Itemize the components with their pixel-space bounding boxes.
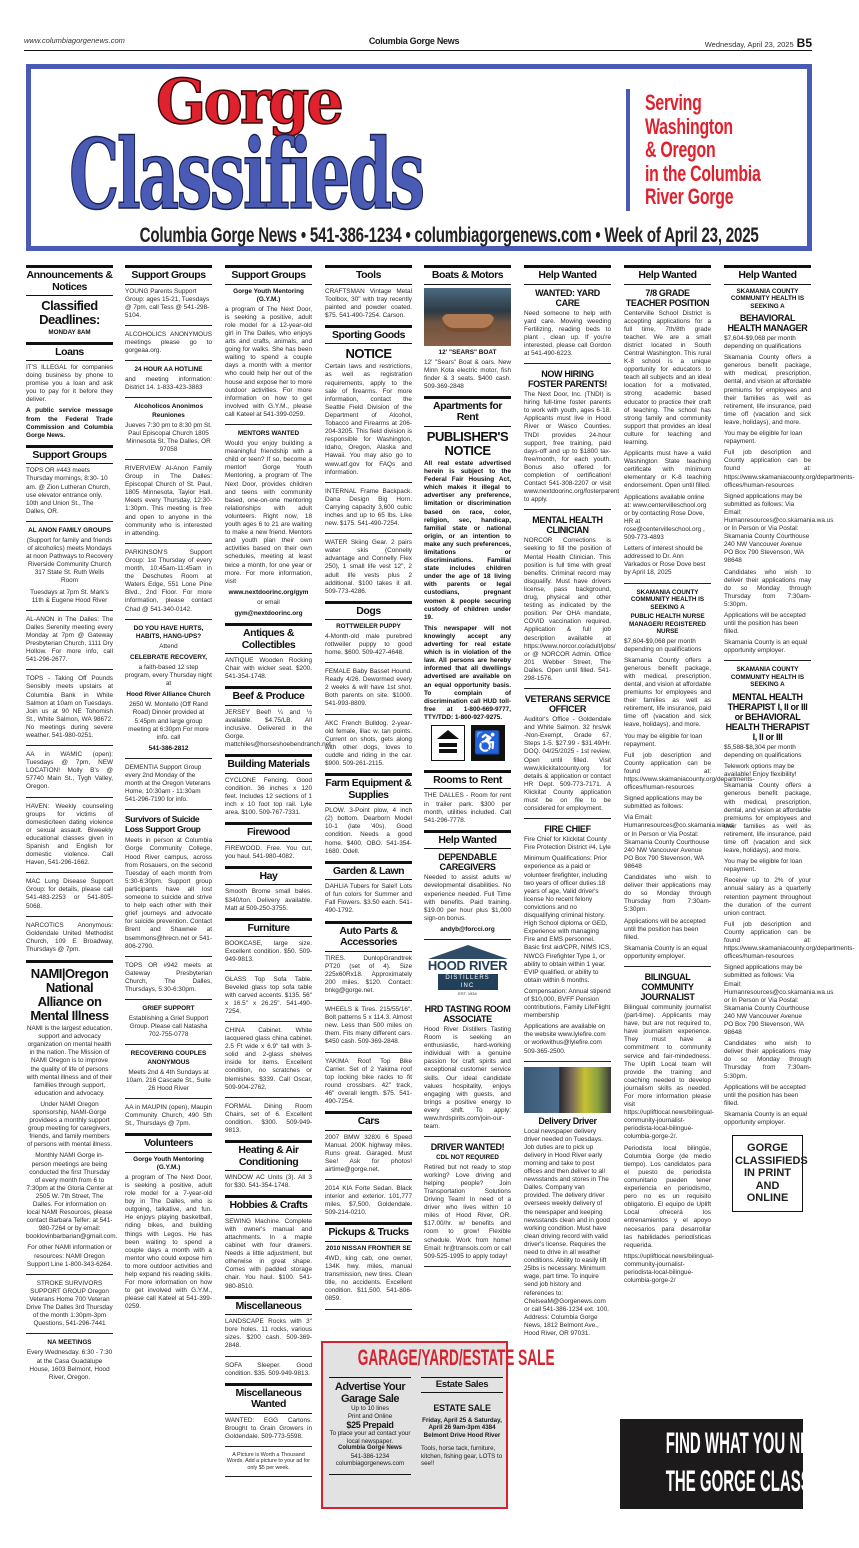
ad-text: Tuesdays at 7pm St. Mark's 11th & Eugene Hood River: [30, 588, 109, 604]
ad-text: You may be eligible for loan repayment.: [724, 858, 803, 874]
ad-text: STROKE SURVIVORS SUPPORT GROUP Oregon Veterans Home 700 Veteran Drive The Dalles 3rd Thursday of the month 1:30pm-3pm Questions, 541-296-7441: [26, 1279, 113, 1328]
ad-text: Applicants must have a valid Washington State teaching certificate with minimum elementary or K-8 teaching endorsement. Open until filled.: [624, 450, 711, 490]
estate-sale-title: ESTATE SALE: [433, 1403, 491, 1413]
garage-advertise-ad: [329, 1377, 411, 1475]
section-header: Pickups & Trucks: [325, 1222, 412, 1242]
issue-date: [705, 36, 812, 50]
accessibility-icon: ♿: [471, 725, 505, 761]
ad-text: Candidates who wish to deliver their applications may do so Monday through Thursday from 7:30am-5:30pm.: [624, 874, 711, 914]
ad-text: Jueves 7:30 pm to 8:30 pm St. Paul Episcopal Church 1805 Minnesota St. The Dalles, OR 97058: [125, 421, 212, 453]
ad-text: Skamania County offers a generous benefit package, with medical, prescription, dental, and vision at affordable premiums for employees and their families as well as retirement, life insurance, paid time off (vacation and sick leave, holidays), and more.: [624, 656, 711, 729]
section-header: Garden & Lawn: [325, 861, 412, 881]
boat-photo: [424, 288, 511, 346]
divider: [125, 1098, 212, 1099]
divider: [225, 1356, 312, 1357]
section-header: Support Groups: [26, 445, 113, 465]
ad-text: Applications will be accepted until the position has been filled.: [624, 917, 706, 941]
ad-text: INTERNAL Frame Backpack. Dana Design Big Horn. Carrying capacity 3,600 cubic inches and up to 65 lbs. Like new. $175. 541-490-7254.: [325, 487, 412, 528]
ad-text: Bilingual community journalist (part-time). Applicants may have, but are not required to, have journalism experience. They must have a commitment to community service and fair-mindedness. The Uplift Local team will provide the training and coaching needed to develop journalism skills as needed. For more information please visit https://upliftlocal.news/bilingual-community-journalist-periodista-local-bilingue-columbia-gorge-2/.: [624, 1003, 714, 1141]
ad-subtitle: PUBLIC HEALTH NURSE MANAGER/ REGISTERED NURSE: [629, 613, 706, 635]
ad-text: $7,604-$9,068 per month depending on qualifications: [624, 637, 702, 653]
ad-text: Fire Chief for Klickitat County Fire Protection District #4, Lyle: [524, 836, 611, 852]
divider: [624, 966, 711, 967]
masthead-divider: [626, 89, 630, 211]
divider: [424, 1266, 511, 1267]
section-header: Support Groups: [225, 265, 312, 285]
divider: [225, 1476, 312, 1477]
find-classifieds-promo: [620, 1419, 859, 1509]
ad-text: WHEELS & Tires. 215/55/16". Bolt patterns 5 x 114.3. Almost new. Less than 500 miles on them. Fits many different cars. $450 cash. 509-369-2848.: [325, 1006, 412, 1046]
divider: [325, 1000, 412, 1001]
divider: [125, 360, 212, 361]
ad-title: BEHAVIORAL HEALTH MANAGER: [727, 313, 808, 333]
estate-sale-dates: Friday, April 25 & Saturday, April 26 9am-3pm 4384 Belmont Drive Hood River: [422, 1417, 502, 1439]
ad-text: Full job description and County application can be found at: https://www.skamaniacounty.org/departments-offices/human-resources: [624, 751, 755, 792]
ad-text: WATER Skiing Gear. 2 pairs water skis (Connelly advantage and Connelly Flex 250), 1 small life vest 12", 2 adult life vests plus 2 additional. $100 takes it all. 509-773-4286.: [325, 539, 412, 595]
divider: [524, 818, 611, 819]
divider: [624, 583, 711, 584]
divider: [125, 999, 212, 1000]
ad-text: IT'S ILLEGAL for companies doing business by phone to promise you a loan and ask you to pay for it before they deliver.: [26, 364, 113, 404]
ad-text: Full job description and County application can be found at: https://www.skamaniacounty.org/departments-offices/human-resources: [724, 920, 855, 961]
ad-text: YOUNG Parents Support Group: ages 15-21, Tuesdays @ 7pm, call Tess @ 541-298-5104.: [125, 287, 210, 319]
ad-text: Signed applications may be submitted as follows:: [624, 795, 703, 811]
divider: [325, 533, 412, 534]
ad-text: Signed applications may be submitted as follows: Via Email: Humanresources@co.skamania.wa.us or In Person or Via Postal: Skamania County Courthouse 240 NW Vancouver Avenue PO Box 790 Stevenson, WA 98648: [724, 492, 834, 565]
divider: [26, 1333, 113, 1334]
divider: [26, 610, 113, 611]
ad-subtitle: MONDAY 8AM: [48, 329, 91, 336]
ad-text: Retired but not ready to stop working? Love driving and helping people? Join Transportation Solutions Driving Team! In need of a driver who lives within 10 miles of Hood River, OR. $17.00/hr. w/ benefits and room to grow! Flexible schedule. Work from home! Email: hr@transols.com or call 509-525-1995 to apply today!: [424, 1163, 511, 1260]
divider: [125, 809, 212, 810]
ad-text: ANTIQUE Wooden Rocking Chair with wicker seat. $200. 541-354-1748.: [225, 657, 312, 681]
section-header: Cars: [325, 1111, 412, 1131]
section-header: Antiques & Collectibles: [225, 623, 312, 654]
ad-highlight: GRIEF SUPPORT: [142, 1005, 195, 1013]
section-header: Apartments for Rent: [424, 396, 511, 427]
section-header: Beef & Produce: [225, 686, 312, 706]
section-header: Announcements & Notices: [26, 265, 113, 296]
ad-title: DRIVER WANTED!: [430, 1142, 505, 1153]
ad-text: Skamania County is an equal opportunity employer.: [724, 1110, 808, 1126]
ad-text: JERSEY Beef! ¼ and ½ available. $4.75/LB. All inclusive. Delivered in the Gorge. mattchiles@horseshoebendranch.net: [225, 708, 331, 749]
ad-text: Telework options may be available! Enjoy flexibility!: [724, 763, 797, 779]
divider: [524, 1061, 611, 1062]
tagline-line: River Gorge: [645, 184, 734, 209]
ad-text: FEMALE Baby Basset Hound. Ready 4/26. Dewormed every 2 weeks & will have 1st shot. Both parents on site. $1000. 541-993-8809.: [325, 668, 412, 708]
ad-title: VETERANS SERVICE OFFICER: [524, 694, 611, 715]
header-rule: [24, 50, 812, 51]
advertise-price: $25 Prepaid: [346, 1420, 394, 1431]
column-4: [325, 265, 412, 1315]
ad-text: (Support for family and friends of alcoholics) meets Mondays at noon Pathways to Recovery Riverside Community Church 317 State St. Ruth Wells Room: [26, 537, 113, 585]
divider: [26, 916, 113, 917]
garage-sale-title: GARAGE/YARD/ESTATE SALE: [357, 1345, 555, 1370]
ad-text: CHINA Cabinet. White lacquered glass china cabinet. 2.5 Ft wide x 6.9" tall with 3-solid and 2-glass shelves inside for items. Excellent condition, no scratches or blemishes. $339. Call Oscar, 509-904-2762.: [225, 1027, 312, 1091]
ad-text: GLASS Top Sofa Table. Beveled glass top sofa table with carved accents. $135. 56" x 16.5" x 26.25". 541-490-7254.: [225, 975, 312, 1015]
ad-text: TOPS OR #942 meets at Gateway Presbyterian Church, The Dalles, Thursdays, 5:30-6:30pm.: [125, 961, 212, 993]
masthead-tagline: [645, 91, 761, 209]
divider: [524, 363, 611, 364]
divider: [225, 424, 312, 425]
advertise-phone: 541-386-1234: [350, 1452, 390, 1460]
classifieds-masthead: [26, 64, 812, 251]
divider: [225, 970, 312, 971]
ad-text: Full job description and County application can be found at: https://www.skamaniacounty.org/departments-offices/human-resources: [724, 449, 855, 489]
advertise-place: To place your ad contact your local newspaper.: [329, 1430, 411, 1445]
ad-text: FORMAL Dining Room Chairs, set of 6. Excellent condition. $300. 509-949-9813.: [225, 1102, 312, 1135]
ad-title: MENTAL HEALTH THERAPIST I, II or III or BEHAVIORAL HEALTH THERAPIST I, II or III: [725, 691, 810, 742]
ad-title-large: PUBLISHER'S NOTICE: [426, 428, 509, 458]
ad-highlight: 541-386-2812: [148, 744, 189, 752]
section-header: Furniture: [225, 918, 312, 938]
tagline-line: & Oregon: [645, 137, 716, 162]
section-header: Building Materials: [225, 754, 312, 774]
divider: [26, 669, 113, 670]
divider: [225, 1097, 312, 1098]
ad-text: Periodista local bilingüe, Columbia Gorge (de medio tiempo). Los candidatos para el puesto de periodista comunitario pueden tener experiencia en periodismo, pero no es un requisito obligatorio. El equipo de Uplift Local ofrecerá los entrenamientos y el apoyo necesarios para desarrollar las habilidades periodísticas requerida.: [624, 1144, 711, 1249]
ad-text: SOFA Sleeper. Good condition. $35. 509-949-9813.: [225, 1361, 312, 1377]
ad-text: 4WD, king cab, one owner, 134K hwy. miles, manual transmission, new tires. Clean title, no accidents. Excellent condition. $11,500. 541-806-0859.: [325, 1255, 412, 1303]
divider: [125, 956, 212, 957]
ad-text: DEMENTIA Support Group every 2nd Monday of the month at the Oregon Veterans Home, 10:30am - 11:30am 541-296-7190 for info.: [125, 763, 211, 804]
ad-text: TIRES. DunlopGrandtrek PT20 (set of 4). Size 225x60Rx18. Approximately 200 miles. $120. Contact: bnkg@gorge.net.: [325, 954, 412, 994]
ad-text: ALCOHOLICS ANONYMOUS meetings please go to gorgeaa.org.: [125, 330, 212, 355]
column-6: [524, 265, 620, 1341]
equal-housing-icon: [431, 725, 465, 761]
divider: [125, 619, 212, 620]
divider: [325, 714, 412, 715]
ad-text: Skamania County is an equal opportunity employer.: [724, 639, 808, 655]
ad-text: AA in WAMIC (open): Tuesdays @ 7pm, NEW LOCATION! Molly B's @ 57740 Main St., Tygh Valley, Oregon.: [26, 751, 113, 791]
masthead-gorge: Gorge: [156, 65, 342, 138]
notice-text: A public service message from the Federal Trade Commission and Columbia Gorge News.: [26, 407, 113, 439]
notice-text: All real estate advertised herein is subject to the Federal Fair Housing Act, which makes it illegal to advertiser any preference, limitation or discrimination based on race, color, religion, sec, handicap, familial state or national origin, or an intention to make any such preferences, limitations or discriminations. Familial state includes children under the age of 18 living with parents or legal custodians, pregnant women & people securing custody of children under 19.: [424, 459, 511, 621]
masthead-classifieds: Classifieds: [69, 118, 423, 231]
column-2: [125, 265, 212, 1314]
ad-title: BILINGUAL COMMUNITY JOURNALIST: [640, 971, 695, 1002]
column-8: [724, 265, 855, 1212]
divider: [424, 939, 511, 940]
mountain-icon: [428, 945, 508, 959]
ad-highlight: Gorge Youth Mentoring (G.Y.M.): [233, 287, 304, 303]
divider: [125, 1044, 212, 1045]
ad-text: Smooth Brome small bales. $340/ton. Delivery available. Matt at 509-250-3755.: [225, 888, 312, 912]
ad-text: Under NAMI Oregon sponsorship, NAMI-Gorge providees a monthly support group meeting for caregivers, friends, and family members of persons with mental illness.: [26, 1100, 113, 1149]
ad-text: WANTED: EGG Cartons. Brought to Grain Growers in Goldendale. 509-773-5598.: [225, 1416, 312, 1440]
ad-text: YAKIMA Roof Top Bike Carrier. Set of 2 Yakima roof top locking bike racks to fit round crossbars. 42" track, 46" overall length. $75. 541-490-7254.: [325, 1057, 412, 1105]
logo-est: EST. 1934: [458, 991, 477, 996]
divider: [125, 543, 212, 544]
ad-title: 7/8 GRADE TEACHER POSITION: [625, 287, 710, 308]
picture-note: A Picture is Worth a Thousand Words. Add a picture to your ad for only $5 per week.: [226, 1452, 311, 1471]
divider: [26, 745, 113, 746]
ad-text: You may be eligible for loan repayment.: [724, 430, 803, 446]
ad-highlight: gym@nextdoorinc.org: [234, 609, 303, 617]
garage-sale-box: [321, 1341, 555, 1509]
ad-text: Applications are available on the website www.lylefire.com or workwithus@lylefire.com 509-365-2500.: [524, 1023, 606, 1055]
section-header: Rooms to Rent: [424, 770, 511, 790]
ad-title-large: NAMI|Oregon National Alliance on Mental Illness: [30, 966, 109, 1024]
paper-name: Columbia Gorge News: [368, 36, 460, 46]
ad-highlight: www.nextdoorinc.org/gym: [228, 588, 309, 596]
ad-text: Via Email: Humanresources@co.skamania.wa.us or In Person or Via Postal: Skamania County Courthouse 240 NW Vancouver Avenue PO Box 790 Stevenson, WA 98648: [624, 814, 734, 870]
divider: [26, 960, 113, 963]
tagline-line: Serving: [645, 90, 702, 115]
section-header: Loans: [26, 342, 113, 362]
ad-text: CRAFTSMAN Vintage Metal Toolbox, 30" with tray recently painted and powder coated. $75. 541-490-7254. Carson.: [325, 287, 412, 319]
divider: [26, 1274, 113, 1275]
section-header: Auto Parts & Accessories: [325, 921, 412, 952]
advertise-print: Print and Online: [347, 1412, 393, 1420]
advertise-lines: Up to 10 lines: [351, 1405, 389, 1412]
ad-text: a program of The Next Door, is seeking a positive, adult role model for a 7-year-old boy in The Dalles, who is outgoing, talkative, and fun. He enjoys playing basketball, riding bikes, and building things with Legos. He has been waiting to spend a couple days a month with a mentor who could expose him to more outdoor activities and help expand his reading skills. For more information on how to get involved with G.Y.M., please call Kateel at 541-399-0259.: [125, 1173, 212, 1311]
ad-text: BOOKCASE, large size. Excellent condition. $50. 509-949-9813.: [225, 940, 312, 964]
section-header: Support Groups: [125, 265, 212, 285]
section-header: Hobbies & Crafts: [225, 1195, 312, 1215]
estate-sales: [421, 1377, 503, 1468]
ad-text: AL-ANON in The Dalles: The Dalles Serenity meeting every Monday at 7pm @ Gateway Presbyterian Church, 1111 Dry Hollow. For more info, call 541-296-2677.: [26, 615, 113, 664]
ad-title-large: Classified Deadlines:: [39, 298, 100, 327]
date-text: Wednesday, April 23, 2025: [704, 40, 794, 49]
print-online-box: GORGE CLASSIFIEDS IN PRINT AND ONLINE: [732, 1135, 803, 1212]
ad-highlight: Gorge Youth Mentoring (G.Y.M.): [133, 1155, 204, 1171]
ad-text: 2014 KIA Forte Sedan. Black interior and exterior. 101,777 miles. $7,500. Goldendale. 509-214-0210.: [325, 1185, 412, 1217]
ad-text: CYCLONE Fencing. Good condition. 36 inches x 120 feet. Includes 12 sections of 1 inch x 10 foot top rail. Lyle area. $100. 509-767-7331.: [225, 776, 312, 817]
divider: [225, 1446, 312, 1447]
ad-text: TOPS OR #443 meets Thursday mornings, 8:30- 10 am. @ Zion Lutheran Church, use elevator entrance only. 10th and Union St., The Dalles, OR.: [26, 467, 111, 515]
website-url: www.columbiagorgenews.com: [24, 36, 125, 45]
ad-highlight: 2010 NISSAN FRONTIER SE: [326, 1244, 411, 1252]
ad-text: WINDOW AC Units (3). All 3 for $30. 541-354-1748.: [225, 1174, 312, 1190]
ad-text: $5,588-$8,304 per month depending on qualifications: [724, 743, 802, 760]
logo-sub: DISTILLERS INC: [438, 974, 498, 990]
section-header: Tools: [325, 265, 412, 285]
equal-housing-logos: [424, 725, 511, 765]
ad-highlight: 12' "SEARS" BOAT: [438, 348, 497, 356]
ad-text: a program of The Next Door, is seeking a positive, adult role model for a 12-year-old girl in The Dalles, who enjoys arts and crafts, animals, and going for walks. She has been waiting to spend a couple days a month with a mentor who could help her out of the house and expose her to more outdoor activities. For more information on how to get involved with G.Y.M., please call Kateel at 541-399-0259.: [225, 305, 312, 418]
ad-text: Applications will be accepted until the position has been filled.: [724, 612, 806, 636]
ad-text: a faith-based 12 step program, every Thursday night at: [125, 663, 212, 688]
ad-text: The Next Door, Inc. (TNDI) is hiring full-time foster parents to work with youth, ages 6-18. Applicants must live in Hood River or Wasco Counties. TNDI provides 24-hour support, free training, paid days-off and up to $1800 tax-free/month, for each youth. Bonus also offered for completion of certification! Contact 541-308-2207 or visit www.nextdoorinc.org/fosterparent to apply.: [524, 391, 620, 504]
ad-text: Candidates who wish to deliver their applications may do so Monday through Thursday from 7:30am-5:30pm.: [724, 568, 811, 608]
ad-highlight: MENTORS WANTED: [237, 430, 300, 437]
ad-title-large: NOTICE: [345, 346, 392, 362]
notice-text: This newspaper will not knowingly accept any adverting for real estate which is in violation of the law. All persons are hereby informed that all dwellings advertised are available on an equal opportunity basis. To complain of discrimination call HUD toll-free at 1-800-669-9777, TTY/TDD: 1-800-927-9275.: [424, 624, 511, 721]
ad-text: Signed applications may be submitted as follows: Via Email: Humanresources@co.skamania.wa.us or In Person or Via Postal: Skamania County Courthouse 240 NW Vancouver Avenue PO Box 790 Stevenson, WA 98648: [724, 964, 834, 1037]
advertise-heading: Advertise Your Garage Sale: [334, 1381, 406, 1405]
logo-name: HOOD RIVER: [427, 958, 508, 973]
promo-line: THE GORGE CLASSIFIEDS: [665, 1465, 859, 1498]
ad-text: Meets 2nd & 4th Sundays at 10am. 216 Cascade St., Suite 26 Hood River: [126, 1068, 211, 1092]
ad-text: Needed to assist adults w/ developmental disabilities. No experience needed. Full Time with benefits. Paid training. $19.00 per hour plus $1,000 sign-on bonus.: [424, 874, 511, 922]
delivery-driver-photo: [524, 1067, 611, 1113]
advertise-paper: Columbia Gorge News: [337, 1445, 402, 1452]
ad-text: Local newspaper delivery driver needed on Tuesdays. Job duties are to pick up delivery in Hood River early morning and take to post offices and then deliver to all newsstands and stores in The Dalles. Company van provided. The delivery driver oversees weekly delivery of the newspaper and keeping newsstands clean and in good working condition. Must have clean driving record with valid driver's license. Requires the need to drive in all weather conditions. Ability to easily lift 25lbs is necessary. Minimum wage, part time. To inquire send job history and references to: ChelseaM@Gorgenews.com or call 541-386-1234 ext. 100. Address: Columbia Gorge News, 1812 Belmont Ave., Hood River, OR 97031.: [524, 1127, 610, 1337]
ad-subtitle: CDL NOT REQUIRED: [436, 1154, 499, 1162]
ad-text: Skamania County offers a generous benefit package, with medical, prescription, dental, and vision at affordable premiums for employees and their families as well as retirement, life insurance, paid time off (vacation and sick leave, holidays), and more.: [724, 354, 811, 426]
divider: [325, 482, 412, 483]
ad-text: AKC French Bulldog. 2-year-old female, lilac w. tan points. Current on shots, gets along with other dogs, loves to cuddle and riding in the car. $900. 509-261-2115.: [325, 719, 412, 768]
divider: [125, 758, 212, 759]
ad-title: NOW HIRING FOSTER PARENTS!: [527, 369, 608, 390]
column-5: [424, 265, 511, 1272]
divider: [325, 1309, 412, 1310]
section-header: Help Wanted: [724, 265, 811, 285]
ad-text: SEWING Machine. Complete with owner's manual and attachments. In a maple cabinet with four drawers. Needs a little adjustment, but otherwise in great shape. Comes with padded storage chair. You haul. $100. 541-980-8510.: [225, 1217, 312, 1290]
advertise-web: columbiagorgenews.com: [335, 1460, 405, 1468]
divider: [26, 797, 113, 798]
column-7: [624, 265, 755, 1288]
ad-text: Applications available online at: www.centervilleschool.org or by contacting Rose Dove, HR at rose@centervilleschool.org , 509-773-4893: [624, 493, 707, 542]
section-header: Farm Equipment & Supplies: [325, 773, 412, 804]
ad-highlight: NA MEETINGS: [47, 1339, 92, 1347]
divider: [424, 1136, 511, 1137]
ad-text: Applications will be accepted until the position has been filled.: [724, 1083, 806, 1107]
ad-title: DEPENDABLE CAREGIVERS: [438, 852, 497, 873]
ad-text: Meets in person at Columbia Gorge Community College, Hood River campus, across from Rosauers, on the second Tuesday of each month from 5:30-6:30pm. Support group participants have all lost someone to suicide and strive to help each other with their grief journeys and advocate for suicide prevention. Contact Brent and Shawnee at bsemmons@hrecn.net or 541-806-2790.: [125, 837, 212, 950]
ad-text: Centerville School District is accepting applications for a full time, 7th/8th grade teacher. We are a small district located in South Central Washington. This rural K-8 school is a unique opportunity for educators to teach all subjects and an ideal location for a motivated, strong academic based educator to practice their craft of teaching. The school has strong family and community support that provides an ideal culture for teaching and learning.: [624, 309, 711, 446]
column-1: [26, 265, 118, 1385]
ad-text: LANDSCAPE Rocks with 3" bore holes. 11 rocks, various sizes. $200 cash. 509-369-2848.: [225, 1318, 312, 1350]
section-header: Hay: [225, 866, 312, 886]
ad-title: FIRE CHIEF: [544, 824, 591, 835]
ad-highlight: DO YOU HAVE HURTS, HABITS, HANG-UPS?: [133, 624, 204, 640]
ad-highlight: Alcoholicos Anonimos Reuniones: [134, 403, 203, 419]
ad-text: Attend: [159, 642, 178, 650]
divider: [125, 397, 212, 398]
section-header: Miscellaneous: [225, 1296, 312, 1316]
promo-line: FIND WHAT YOU NEED IN: [665, 1427, 851, 1460]
section-header: Dogs: [325, 601, 412, 621]
section-header: Sporting Goods: [325, 325, 412, 345]
ad-text: Skamania County offers a generous benefit package, with medical, prescription, dental, and vision at affordable premiums for employees and their families as well as retirement, life insurance, paid time off (vacation and sick leave, holidays), and more.: [724, 782, 811, 855]
ad-highlight: CELEBRATE RECOVERY,: [129, 653, 208, 661]
ad-title: HRD TASTING ROOM ASSOCIATE: [424, 1004, 511, 1024]
ad-text: Monthly NAMI Gorge in-person meetings are being conducted the first Thursday of every month from 6 to 7:30pm at the Gloria Center at 2505 W. 7th Street, The Dalles. For information on local NAMI Resources, please contact Barbara Telfer: at 541-980-7264 or by email: booklovinbarbarian@gmail.com.: [26, 1152, 118, 1241]
ad-text: Auditor's Office - Goldendale and White Salmon. 32 hrs/wk -Non-Exempt, Grade 67, Steps 1-5. $27.99 - $31.49/Hr. DOQ. 04/25/2025 - 1st review. Open until filled. Visit www.klickitatcounty.org for details & application or contact HR Dept. 509-773-7171. A Klickitat County application must be on file to be considered for employment.: [524, 716, 611, 813]
divider: [125, 459, 212, 460]
divider: [524, 509, 611, 510]
ad-text: Would you enjoy building a meaningful friendship with a child or teen? If so, become a mentor! Gorge Youth Mentoring, a program of The Next Door, provides children and teens with community based, one-on-one mentoring relationships with adult volunteers. Right now, 18 youth ages 6 to 21 are waiting to make a new friend. Mentors and youth plan their own activities based on their own schedules, meeting at least twice a month, for one year or more. For more information, visit: [225, 440, 312, 585]
divider: [724, 660, 811, 661]
ad-text: FIREWOOD. Free. You cut, you haul. 541-980-4082.: [225, 844, 312, 860]
ad-highlight: RECOVERING COUPLES ANONYMOUS: [130, 1050, 207, 1066]
ad-title: Delivery Driver: [538, 1115, 597, 1126]
ad-text: $7,604-$9,068 per month depending on qualifications: [724, 335, 802, 351]
masthead-contact-line: Columbia Gorge News • 541-386-1234 • columbiagorgenews.com • Week of April 23, 2025: [139, 224, 759, 247]
ad-highlight: 24 HOUR AA HOTLINE: [134, 366, 203, 374]
ad-text: Need someone to help with yard care. Mowing weeding Fertilizing, reading beds to plant , clean up. If you're interested, please call Gordon at 541-490-6223.: [524, 309, 611, 357]
section-header: Help Wanted: [524, 265, 611, 285]
ad-highlight: Hood River Alliance Church: [126, 691, 211, 699]
ad-text: You may be eligible for loan repayment.: [624, 732, 703, 748]
divider: [524, 688, 611, 689]
ad-text: 2650 W. Montello (Off Rand Road) Dinner provided at 5:45pm and large group meeting at 6:30pm For more info. call: [128, 701, 209, 741]
hood-river-distillers-logo: [424, 945, 511, 1001]
ad-subtitle: SKAMANIA COUNTY COMMUNITY HEALTH IS SEEKING A: [630, 588, 705, 611]
ad-text: 12' "Sears" Boat & oars. New Minn Kota electric motor, fish finder & 3 seats. $400 cash. 509-369-2848: [424, 358, 511, 390]
ad-text: or email: [257, 598, 280, 606]
ad-text: PLOW. 3-Point plow, 4 inch (2) bottom. Dearborn Model 10-1 (late '40s). Good condition. Needs a good home. $400. OBO. 541-354-1680. Odell.: [325, 807, 412, 855]
divider: [26, 521, 113, 522]
ad-subtitle: SKAMANIA COUNTY COMMUNITY HEALTH IS SEEKING A: [730, 666, 805, 689]
ad-title: WANTED: YARD CARE: [535, 287, 600, 308]
estate-sale-items: Tools, horse tack, furniture, kitchen, fishing gear, LOTS to see!!: [421, 1445, 503, 1468]
ad-text: Certain laws and restrictions, as well as registration requirements, apply to the sale of firearms. For more information, contact the Seattle Field Division of the Department of Alcohol, Tobacco and Firearms at 206-204-3205. This field division is responsible for Washington, Idaho, Oregon, Alaska and Hawaii. You may also go to www.atf.gov for FAQs and information.: [325, 363, 412, 476]
column-3: [225, 265, 331, 1482]
ad-text: and meeting information: District 14. 1-833-423-3883: [125, 376, 212, 392]
ad-text: Receive up to 2% of your annual salary as a quarterly retention payment throughout the duration of the current union contract.: [724, 877, 811, 917]
ad-text: Every Wednesday. 6:30 - 7:30 at the Casa Guadalupe House, 1603 Belmont, Hood River, Oregon.: [26, 1349, 113, 1381]
section-header: Help Wanted: [624, 265, 711, 285]
divider: [125, 325, 212, 326]
ad-text: TOPS - Taking Off Pounds Sensibly meets upstairs at Columbia Bank in White Salmon at 10am on Tuesdays. Join us at 90 NE Tohomish St., White Salmon, WA 98672. No meetings during severe weather. 541-980-0251.: [26, 675, 113, 739]
section-header: Heating & Air Conditioning: [225, 1140, 312, 1171]
ad-text: MAC Lung Disease Support Group: for details, please call 541-483-2253 or 541-805-5068.: [26, 878, 113, 910]
ad-text: Letters of interest should be addressed to Dr. Ann Varkados or Rose Dove best by April 18, 2025: [624, 545, 706, 577]
divider: [325, 662, 412, 663]
tagline-line: in the Columbia: [645, 160, 761, 186]
ad-text: NARCOTICS Anonymous: Goldendale United Methodist Church, 109 E Broadway, Thursdays @ 7pm.: [26, 921, 113, 953]
ad-text: Candidates who wish to deliver their applications may do so Monday through Thursday from 7:30am-5:30pm.: [724, 1040, 811, 1080]
ad-highlight: andyb@forcci.org: [440, 925, 495, 933]
ad-highlight: AL ANON FAMILY GROUPS: [28, 526, 111, 534]
ad-text: Establishing a Grief Support Group. Please call Natasha 702-755-0778: [128, 1015, 209, 1039]
ad-subtitle: SKAMANIA COUNTY COMMUNITY HEALTH IS SEEKING A: [730, 287, 805, 310]
ad-text: Minimum Qualifications: Prior experience as a paid or volunteer firefighter, including two years of officer duties.18 years of age, Valid driver's license No recent felony convictions and no disqualifying criminal history. High School diploma or GED, Experience with managing Fire and EMS personnel. Basic first aid/CPR, NIMS ICS, NWCG Firefighter Type 1, or ability to obtain within 1 year. EVIP qualified, or ability to obtain within 6 months.: [524, 855, 612, 984]
divider: [26, 872, 113, 873]
ad-text: 4-Month-old male purebred rottweiler puppy to good home. $600. 509-427-4648.: [325, 632, 412, 656]
ad-text: NORCOR Corrections is seeking to fill the position of Mental Health Clinician. This position is full time with great benefits. Criminal record may disqualify. Must have drivers license, pass background, drug, physical and other testing as indicated by the position. Per OHA mandate, COVID vaccination required. Application & full job description available at https://www.norcor.co/adult/jobs/ or @ NORCOR Admin. Office 201 Webber Street, The Dalles. Open until filled. 541-298-1576.: [524, 537, 616, 682]
advertise-rule: [329, 1474, 411, 1475]
divider: [325, 1179, 412, 1180]
ad-text: Skamania County is an equal opportunity employer.: [624, 944, 708, 960]
section-header: Help Wanted: [424, 830, 511, 850]
ad-text: PARKINSON'S Support Group: 1st Thursday of every month, 10:45am-11:45am in the Deschutes Room at Waters Edge, 551 Lone Pine Blvd., 2nd Floor. For more information, please contact Chad @ 541-340-0142.: [125, 548, 212, 613]
ad-text: AA in MAUPIN (open), Maupin Community Church, 490 5th St., Thursdays @ 7pm.: [125, 1103, 212, 1128]
divider: [225, 1021, 312, 1022]
ad-text: RIVERVIEW Al-Anon Family Group in The Dalles: Episcopal Church of St. Paul, 1805 Minnesota, Taylor Hall. Meets every Thursday, 12:30-1:30pm. This meeting is free and open to anyone in the community who is interested in attending.: [125, 465, 212, 537]
page-number: B5: [796, 36, 812, 50]
section-header: Boats & Motors: [424, 265, 511, 285]
ad-text: For other NAMI information or resources: NAMI Oregon Support Line 1-800-343-6264.: [26, 1244, 113, 1268]
ad-text: DAHLIA Tubers for Sale!! Lots of fun colors for Summer and Fall Flowers. $3.50 each. 541-490-1792.: [325, 883, 412, 915]
ad-text: https://upliftlocal.news/bilingual-community-journalist-periodista-local-bilingue-columbia-gorge-2/: [624, 1252, 714, 1285]
divider: [325, 1052, 412, 1053]
ad-text: Hood River Distillers Tasting Room is seeking an enthusiastic, hard-working individual with a genuine passion for craft spirits and exceptional customer service skills. Our ideal candidate values hospitality, enjoys engaging with guests, and brings a positive energy to every shift. To apply: www.hrdspirits.com/join-our-team.: [424, 1026, 511, 1131]
ad-text: HAVEN: Weekly counseling groups for victims of domestic/teen dating violence or sexual assault. Biweekly educational classes given in Spanish and English for domestic violence. Call Haven, 541-296-1662.: [26, 802, 113, 867]
tagline-line: Washington: [645, 113, 733, 139]
ad-title: MENTAL HEALTH CLINICIAN: [532, 515, 603, 536]
section-header: Firewood: [225, 822, 312, 842]
ad-subtitle: ROTTWEILER PUPPY: [336, 623, 401, 631]
ad-text: NAMI is the largest education, support and advocacy organization on mental health in the nation. The Mission of NAMI Oregon is to improve the quality of life of persons with mental illness and of their famillies through support, education and advocacy.: [26, 1025, 113, 1097]
ad-text: THE DALLES - Room for rent in trailer park. $300 per month, utilities included. Call 541-296-7778.: [424, 792, 511, 824]
ad-title: Survivors of Suicide Loss Support Group: [125, 814, 201, 834]
section-header: Volunteers: [125, 1133, 212, 1153]
ad-text: Compensation: Annual stipend of $10,000, BVFF Pension contributions, Family LifeFlight membership: [524, 987, 611, 1020]
ad-text: 2007 BMW 328Xi 6 Speed Manual. 200K highway miles. Runs great. Garaged. Must See! Ask for photos! airtime@gorge.net.: [325, 1133, 412, 1173]
estate-sales-header: Estate Sales: [421, 1377, 503, 1393]
section-header: Miscellaneous Wanted: [225, 1383, 312, 1414]
